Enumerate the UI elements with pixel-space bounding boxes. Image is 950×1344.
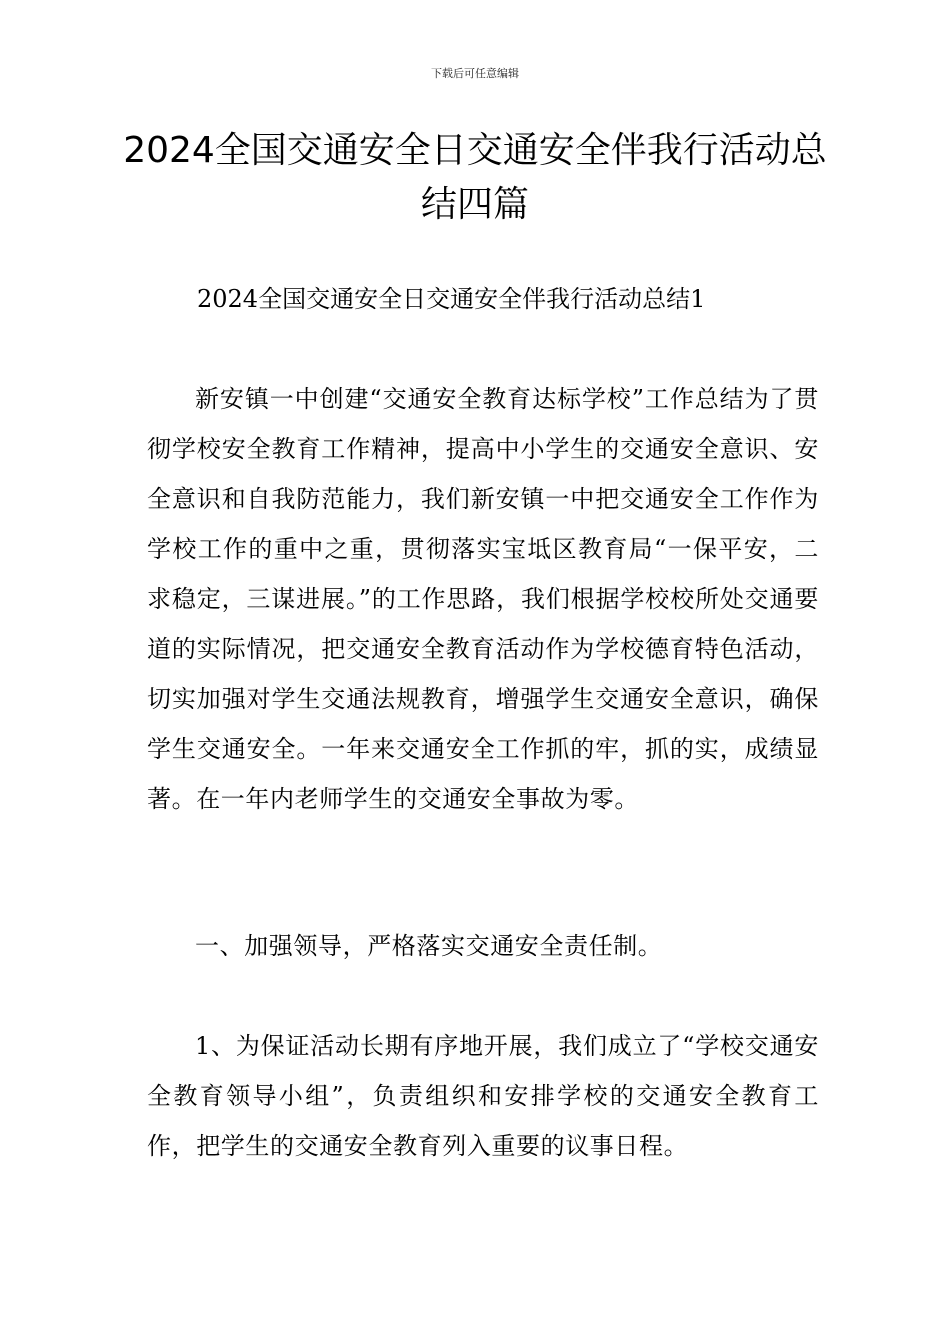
section-heading: 2024全国交通安全日交通安全伴我行活动总结1 <box>197 285 706 313</box>
page-header-note: 下载后可任意编辑 <box>431 67 519 80</box>
subheading-one: 一、加强领导，严格落实交通安全责任制。 <box>195 932 663 960</box>
document-title: 2024全国交通安全日交通安全伴我行活动总结四篇 <box>123 130 827 225</box>
intro-paragraph: 新安镇一中创建“交通安全教育达标学校”工作总结为了贯彻学校安全教育工作精神，提高中小学生的交通安全意识、安全意识和自我防范能力，我们新安镇一中把交通安全工作作为学校工作的重中之重，贯彻落实宝坻区教育局“一保平安，二求稳定，三谋进展。”的工作思路，我们根据学校校所处交通要道的实际情况，把交通安全教育活动作为学校德育特色活动，切实加强对学生交通法规教育，增强学生交通安全意识，确保学生交通安全。一年来交通安全工作抓的牢，抓的实，成绩显著。在一年内老师学生的交通安全事故为零。 <box>147 385 819 813</box>
item-one-paragraph: 1、为保证活动长期有序地开展，我们成立了“学校交通安全教育领导小组”，负责组织和安排学校的交通安全教育工作，把学生的交通安全教育列入重要的议事日程。 <box>147 1032 819 1160</box>
